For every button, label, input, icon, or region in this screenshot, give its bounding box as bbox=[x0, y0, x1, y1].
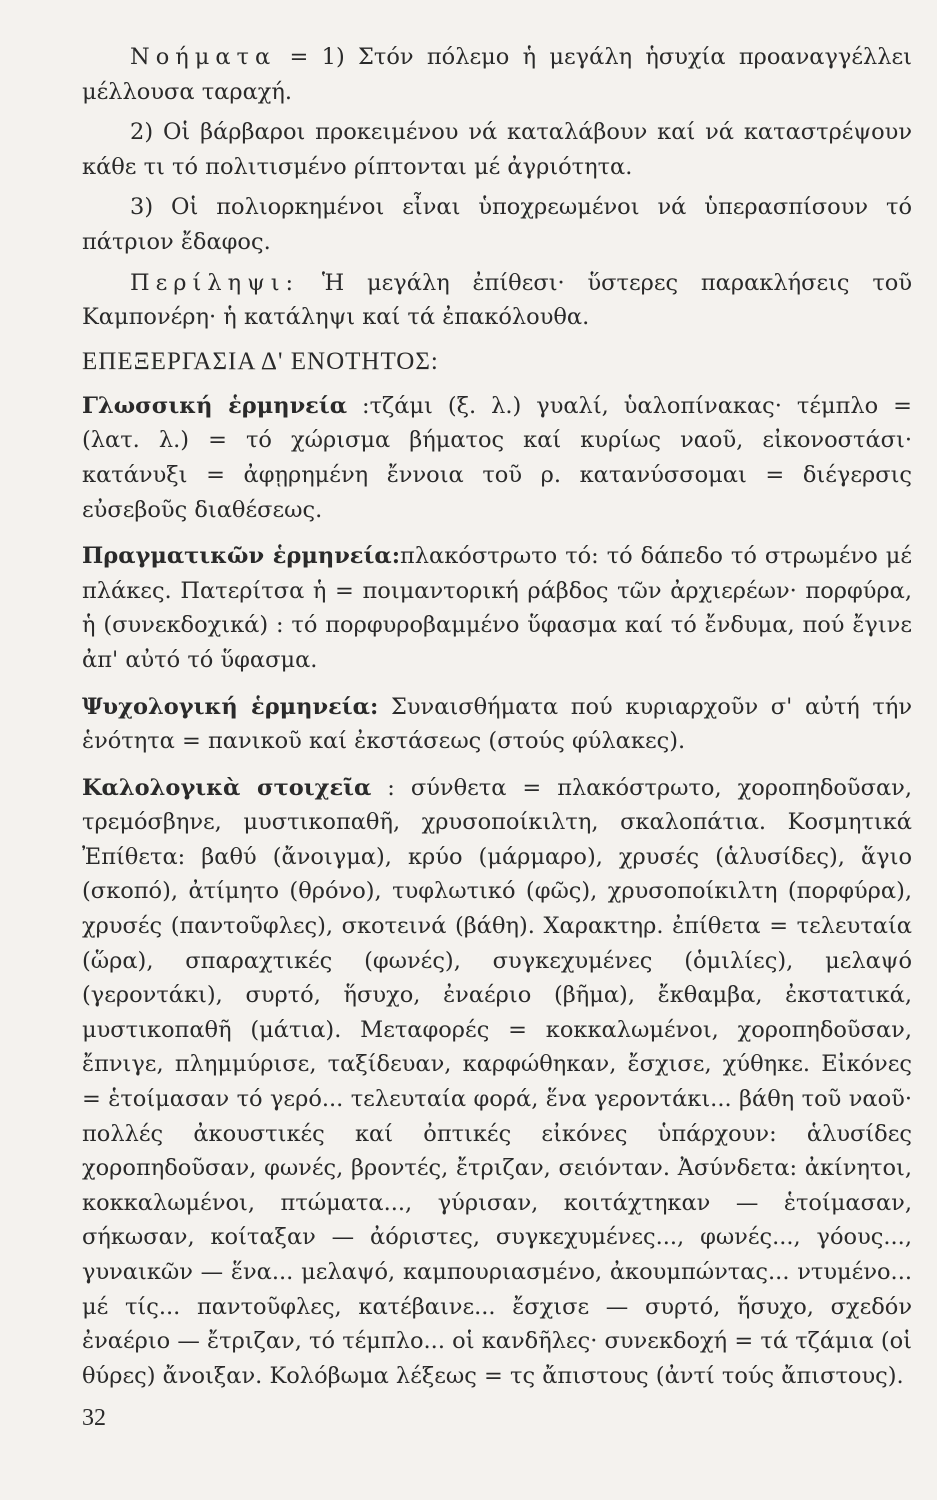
nohmata-text-1: = 1) Στόν πόλεμο ἡ μεγάλη ἡσυχία προαναγγέλλει μέλλουσα ταραχή. bbox=[82, 44, 912, 105]
nohmata-item-2: 2) Οἱ βάρβαροι προκειμένου νά καταλάβουν καί νά καταστρέψουν κάθε τι τό πολιτισμένο ρίπτονται μέ ἀγριότητα. bbox=[82, 119, 912, 180]
pragmatiki-paragraph bbox=[82, 539, 912, 677]
pragmatiki-text: πλακόστρωτο τό: τό δάπεδο τό στρωμένο μέ πλάκες. Πατερίτσα ἡ = ποιμαντορική ράβδος τῶν ἀρχιερέων· πορφύρα, ἡ (συνεκδοχικά) : τό πορφυροβαμμένο ὕφασμα καί τό ἔνδυμα, πού ἔγινε ἀπ' αὐτό τό ὕφασμα. bbox=[82, 543, 913, 673]
psychologiki-paragraph bbox=[82, 690, 912, 759]
nohmata-paragraph bbox=[82, 40, 912, 109]
kalologika-text: : σύνθετα = πλακόστρωτο, χοροπηδοῦσαν, τρεμόσβηνε, μυστικοπαθῆ, χρυσοποίκιλτη, σκαλοπάτια. Κοσμητικά Ἐπίθετα: βαθύ (ἄνοιγμα), κρύο (μάρμαρο), χρυσές (ἁλυσίδες), ἅγιο (σκοπό), ἀτίμητο (θρόνο), τυφλωτικό (φῶς), χρυσοποίκιλτη (πορφύρα), χρυσές (παντοῦφλες), σκοτεινά (βάθη). Χαρακτηρ. ἐπίθετα = τελευταία (ὥρα), σπαραχτικές (φωνές), συγκεχυμένες (ὁμιλίες), μελαψό (γεροντάκι), συρτό, ἥσυχο, ἐναέριο (βῆμα), ἔκθαμβα, ἐκστατικά, μυστικοπαθῆ (μάτια). Μεταφορές = κοκκαλωμένοι, χοροπηδοῦσαν, ἔπνιγε, πλημμύρισε, ταξίδευαν, καρφώθηκαν, ἔσχισε, χύθηκε. Εἰκόνες = ἑτοίμασαν τό γερό... τελευταία φορά, ἕνα γεροντάκι... βάθη τοῦ ναοῦ· πολλές ἀκουστικές καί ὀπτικές εἰκόνες ὑπάρχουν: ἁλυσίδες χοροπηδοῦσαν, φωνές, βροντές, ἔτριζαν, σειόνταν. Ἀσύνδετα: ἀκίνητοι, κοκκαλωμένοι, πτώματα..., γύρισαν, κοιτάχτηκαν — ἑτοίμασαν, σήκωσαν, κοίταξαν — ἀόριστες, συγκεχυμένες..., φωνές..., γόους..., γυναικῶν — ἕνα... μελαψό, καμπουριασμένο, ἀκουμπώντας... ντυμένο... μέ τίς... παντοῦφλες, κατέβαινε... ἔσχισε — συρτό, ἥσυχο, σχεδόν ἐναέριο — ἔτριζαν, τό τέμπλο... οἱ κανδῆλες· συνεκδοχή = τά τζάμια (οἱ θύρες) ἄνοιξαν. Κολόβωμα λέξεως = τς ἄπιστους (ἀντί τούς ἄπιστους). bbox=[82, 774, 912, 1389]
perilipsi-label: Περίληψι: bbox=[130, 269, 300, 296]
pragmatiki-label: Πραγματικῶν ἑρμηνεία: bbox=[82, 543, 400, 570]
psychologiki-text: Συναισθήματα πού κυριαρχοῦν σ' αὐτή τήν ἑνότητα = πανικοῦ καί ἐκστάσεως (στούς φύλακες). bbox=[82, 693, 913, 755]
nohmata-label: Νοήματα bbox=[130, 44, 277, 70]
perilipsi-text: Ἡ μεγάλη ἐπίθεσι· ὕστερες παρακλήσεις τοῦ Καμπονέρη· ἡ κατάληψι καί τά ἐπακόλουθα. bbox=[82, 269, 912, 331]
glossiki-text: :τζάμι (ξ. λ.) γυαλί, ὑαλοπίνακας· τέμπλο = (λατ. λ.) = τό χώρισμα βήματος καί κυρίως ναοῦ, εἰκονοστάσι· κατάνυξι = ἀφῃρημένη ἔννοια τοῦ ρ. κατανύσσομαι = διέγερσις εὐσεβοῦς διαθέσεως. bbox=[82, 392, 912, 523]
glossiki-paragraph bbox=[82, 389, 912, 527]
kalologika-paragraph bbox=[82, 771, 912, 1394]
page-content bbox=[82, 40, 912, 1399]
nohmata-item-3: 3) Οἱ πολιορκημένοι εἶναι ὑποχρεωμένοι νά ὑπερασπίσουν τό πάτριον ἔδαφος. bbox=[82, 194, 912, 255]
glossiki-label: Γλωσσική ἑρμηνεία bbox=[82, 392, 348, 419]
kalologika-label: Καλολογικὰ στοιχεῖα bbox=[82, 774, 372, 801]
section-heading: ΕΠΕΞΕΡΓΑΣΙΑ Δ' ΕΝΟΤΗΤΟΣ: bbox=[82, 347, 439, 375]
psychologiki-label: Ψυχολογική ἑρμηνεία: bbox=[82, 693, 379, 720]
page-number: 32 bbox=[82, 1405, 106, 1431]
perilipsi-paragraph bbox=[82, 266, 912, 335]
